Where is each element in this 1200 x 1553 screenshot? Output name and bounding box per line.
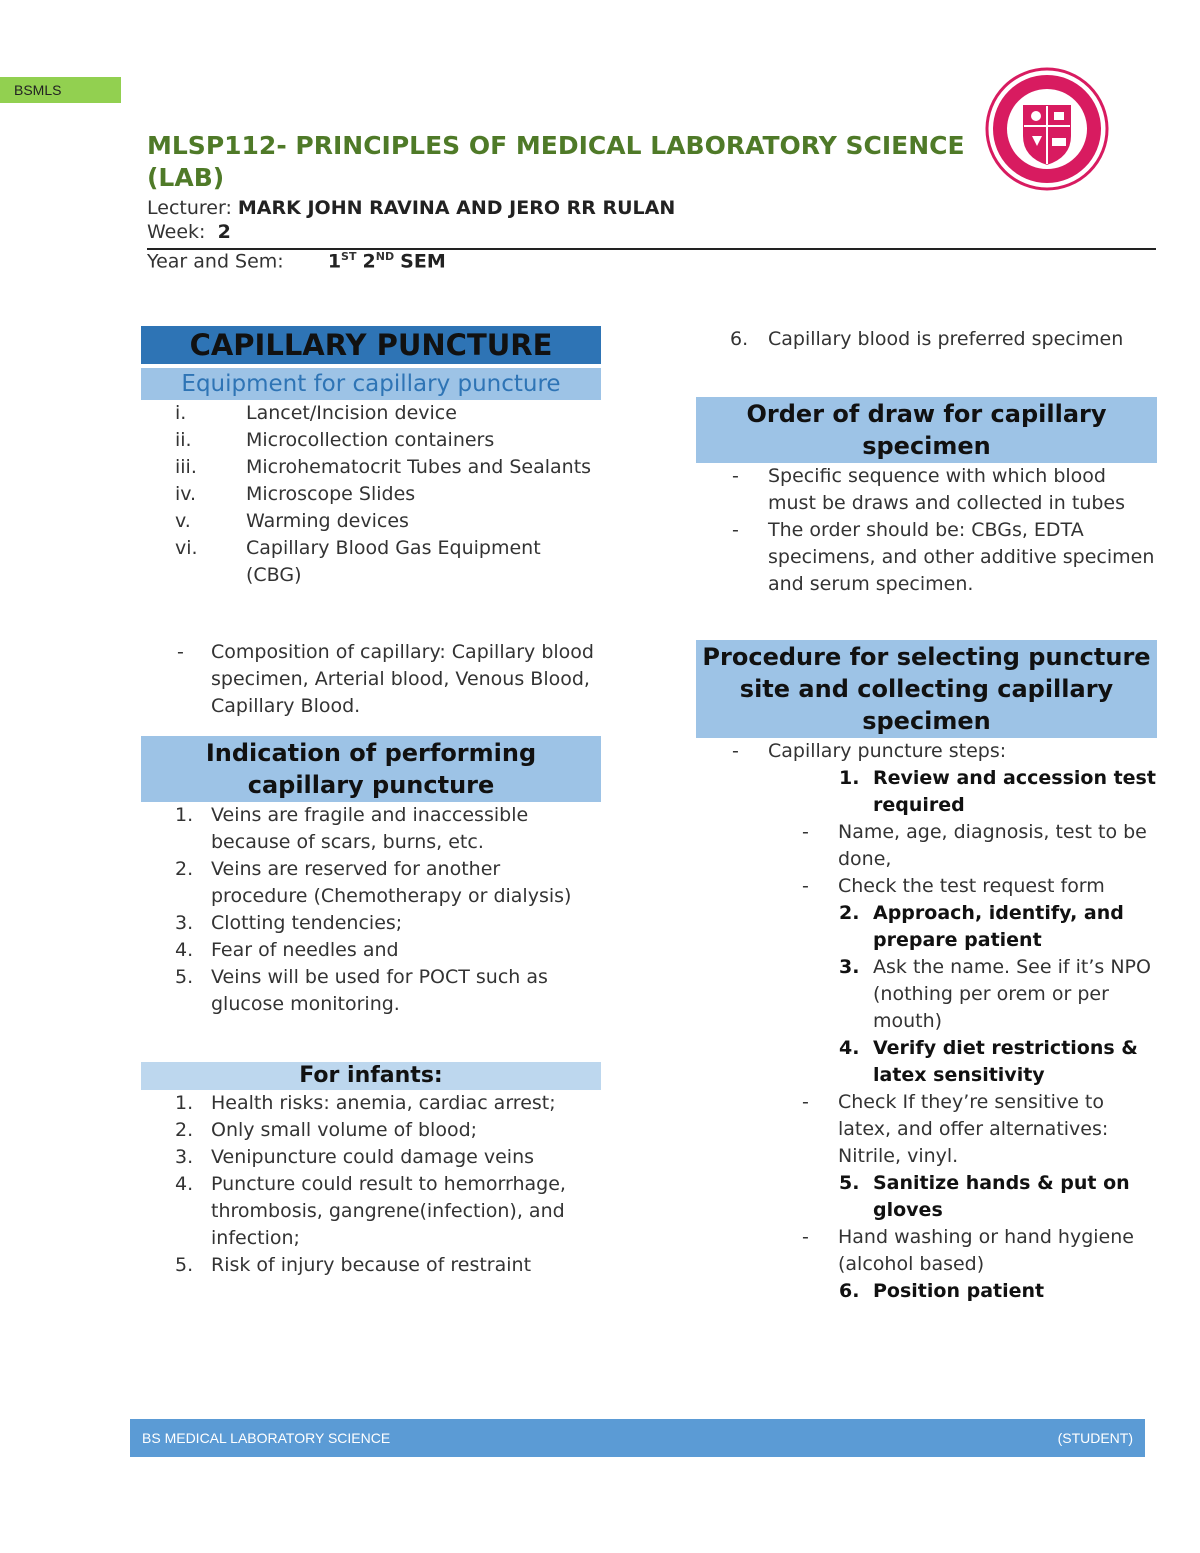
step-5 bbox=[696, 1170, 1157, 1224]
list-item: ii. Microcollection containers bbox=[175, 429, 495, 451]
order-heading: Order of draw for capillary specimen bbox=[696, 397, 1157, 463]
list-item: - Check the test request form bbox=[802, 875, 1105, 897]
year-value: 1 bbox=[327, 250, 342, 273]
header-rule bbox=[147, 248, 1156, 250]
step-6 bbox=[696, 1278, 1157, 1305]
list-item: 6. Position patient bbox=[839, 1280, 1045, 1302]
list-item: 1. Veins are fragile and inaccessible because of scars, burns, etc. bbox=[175, 804, 529, 853]
right-column bbox=[696, 326, 1157, 1305]
list-item: 4. Fear of needles and bbox=[175, 939, 399, 961]
main-heading: CAPILLARY PUNCTURE bbox=[141, 326, 601, 364]
list-item: iii. Microhematocrit Tubes and Sealants bbox=[175, 456, 592, 478]
list-item: 6. Capillary blood is preferred specimen bbox=[730, 328, 1124, 350]
list-item: 4. Puncture could result to hemorrhage, thrombosis, gangrene(infection), and infection; bbox=[175, 1173, 566, 1249]
sem-value: 2 bbox=[362, 250, 376, 273]
steps-intro bbox=[696, 738, 1157, 765]
course-title: MLSP112- PRINCIPLES OF MEDICAL LABORATORY SCIENCE (LAB) bbox=[147, 131, 965, 192]
equipment-list bbox=[141, 400, 601, 589]
list-item: 3. Venipuncture could damage veins bbox=[175, 1146, 535, 1168]
sem-sup: ND bbox=[375, 250, 395, 263]
footer-role: (STUDENT) bbox=[1057, 1430, 1133, 1446]
step-1-notes bbox=[696, 819, 1157, 900]
step-3 bbox=[696, 954, 1157, 1035]
lecturer-names: MARK JOHN RAVINA AND JERO RR RULAN bbox=[237, 197, 676, 219]
list-item: 1. Review and accession test required bbox=[839, 767, 1156, 816]
list-item: - The order should be: CBGs, EDTA specimens, and other additive specimen and serum specimen. bbox=[732, 519, 1155, 595]
year-sup: ST bbox=[341, 250, 357, 263]
list-item: 2. Veins are reserved for another procedure (Chemotherapy or dialysis) bbox=[175, 858, 572, 907]
lecturer-line bbox=[147, 196, 675, 220]
indication-list bbox=[141, 802, 601, 1018]
step-4-notes bbox=[696, 1089, 1157, 1170]
equipment-heading: Equipment for capillary puncture bbox=[141, 368, 601, 400]
step-1 bbox=[696, 765, 1157, 819]
week-value: 2 bbox=[217, 221, 231, 243]
infants-list bbox=[141, 1090, 601, 1279]
step-5-notes bbox=[696, 1224, 1157, 1278]
list-item: 5. Risk of injury because of restraint bbox=[175, 1254, 532, 1276]
list-item: iv. Microscope Slides bbox=[175, 483, 416, 505]
list-item: 1. Health risks: anemia, cardiac arrest; bbox=[175, 1092, 556, 1114]
composition-item: - Composition of capillary: Capillary blood specimen, Arterial blood, Venous Blood, Capillary Blood. bbox=[177, 641, 594, 717]
lecturer-label: Lecturer: bbox=[147, 197, 232, 219]
year-sem-label: Year and Sem: bbox=[147, 250, 284, 273]
week-line bbox=[147, 220, 231, 244]
list-item: - Capillary puncture steps: bbox=[732, 740, 1007, 762]
list-item: 5. Sanitize hands & put on gloves bbox=[839, 1172, 1130, 1221]
list-item: vi. Capillary Blood Gas Equipment (CBG) bbox=[175, 537, 541, 586]
list-item: 2. Approach, identify, and prepare patient bbox=[839, 902, 1124, 951]
step-4 bbox=[696, 1035, 1157, 1089]
footer-program: BS MEDICAL LABORATORY SCIENCE bbox=[142, 1430, 391, 1446]
composition-list bbox=[141, 639, 601, 720]
course-tag: BSMLS bbox=[0, 77, 121, 103]
list-item: 3. Clotting tendencies; bbox=[175, 912, 403, 934]
left-column bbox=[141, 326, 601, 1279]
list-item: 5. Veins will be used for POCT such as glucose monitoring. bbox=[175, 966, 548, 1015]
list-item: - Specific sequence with which blood must be draws and collected in tubes bbox=[732, 465, 1126, 514]
infants-heading: For infants: bbox=[141, 1062, 601, 1090]
indication-heading: Indication of performing capillary puncture bbox=[141, 736, 601, 802]
page-footer bbox=[130, 1419, 1145, 1457]
list-item: - Hand washing or hand hygiene (alcohol based) bbox=[802, 1226, 1134, 1275]
list-item: 4. Verify diet restrictions & latex sensitivity bbox=[839, 1037, 1138, 1086]
list-item: 2. Only small volume of blood; bbox=[175, 1119, 478, 1141]
list-item: - Name, age, diagnosis, test to be done, bbox=[802, 821, 1147, 870]
list-item: 3. Ask the name. See if it’s NPO (nothing per orem or per mouth) bbox=[839, 956, 1151, 1032]
sem-suffix: SEM bbox=[400, 250, 446, 273]
week-label: Week: bbox=[147, 221, 206, 243]
list-item: i. Lancet/Incision device bbox=[175, 402, 457, 424]
procedure-heading: Procedure for selecting puncture site and collecting capillary specimen bbox=[696, 640, 1157, 738]
step-2 bbox=[696, 900, 1157, 954]
order-list bbox=[696, 463, 1157, 598]
continued-list bbox=[696, 326, 1157, 353]
list-item: v. Warming devices bbox=[175, 510, 409, 532]
list-item: - Check If they’re sensitive to latex, and offer alternatives: Nitrile, vinyl. bbox=[802, 1091, 1109, 1167]
